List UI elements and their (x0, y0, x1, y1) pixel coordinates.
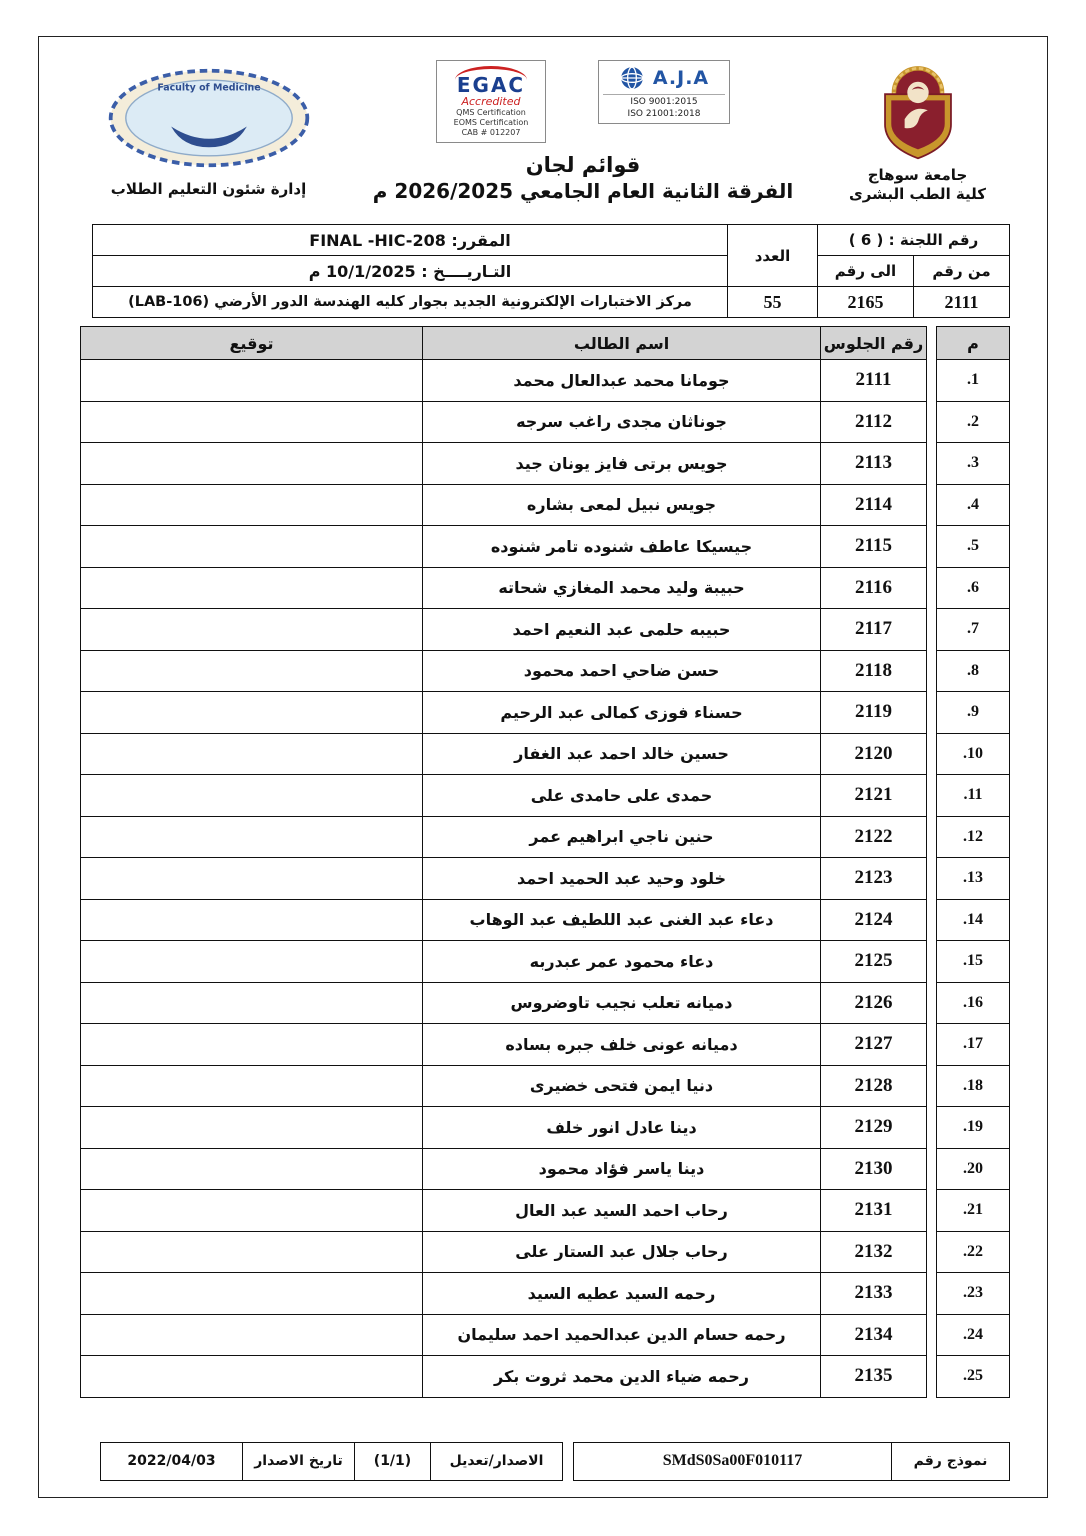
student-table-wrap (76, 326, 1010, 1398)
seat-number: 2121 (821, 775, 927, 817)
index-row (937, 1314, 1010, 1356)
university-block (825, 52, 1010, 204)
egac-logo (436, 60, 546, 143)
iso-line: ISO 9001:2015 (630, 97, 698, 107)
student-name: حمدى على حامدى على (423, 775, 821, 817)
index-row (937, 609, 1010, 651)
signature-cell (81, 816, 423, 858)
index-row (937, 360, 1010, 402)
table-row (81, 692, 927, 734)
row-index: .8 (937, 650, 1010, 692)
egac-cert-line: QMS Certification (456, 108, 526, 118)
aja-iso-lines (603, 94, 725, 120)
table-row (81, 899, 927, 941)
row-index: .24 (937, 1314, 1010, 1356)
student-name: رحمه السيد عطيه السيد (423, 1273, 821, 1315)
row-index: .23 (937, 1273, 1010, 1315)
info-row (93, 287, 1010, 318)
row-index: .17 (937, 1024, 1010, 1066)
university-logo-icon (869, 62, 967, 162)
footer-row (101, 1442, 563, 1480)
aja-logo (598, 60, 730, 124)
index-row (937, 650, 1010, 692)
seat-header: رقم الجلوس (821, 327, 927, 360)
name-header: اسم الطالب (423, 327, 821, 360)
signature-cell (81, 401, 423, 443)
signature-header: توقيع (81, 327, 423, 360)
signature-cell (81, 1065, 423, 1107)
row-index: .9 (937, 692, 1010, 734)
student-table-header-row (81, 327, 927, 360)
table-row (81, 1148, 927, 1190)
table-row (81, 650, 927, 692)
seat-number: 2131 (821, 1190, 927, 1232)
table-row (81, 401, 927, 443)
page-subtitle: الفرقة الثانية العام الجامعي 2026/2025 م (372, 179, 794, 204)
student-name: دعاء محمود عمر عبدربه (423, 941, 821, 983)
seat-number: 2113 (821, 443, 927, 485)
issue-date-value: 2022/04/03 (101, 1442, 243, 1480)
index-row (937, 526, 1010, 568)
row-index: .11 (937, 775, 1010, 817)
row-index: .7 (937, 609, 1010, 651)
seat-number: 2127 (821, 1024, 927, 1066)
table-row (81, 858, 927, 900)
table-row (81, 484, 927, 526)
signature-cell (81, 567, 423, 609)
index-col-body (937, 360, 1010, 1398)
student-name: جويس نبيل لمعى بشاره (423, 484, 821, 526)
globe-icon (619, 65, 645, 91)
signature-cell (81, 692, 423, 734)
table-row (81, 1190, 927, 1232)
version-value: (1/1) (355, 1442, 431, 1480)
table-row (81, 816, 927, 858)
signature-cell (81, 484, 423, 526)
table-row (81, 1273, 927, 1315)
egac-cert-line: CAB # 012207 (461, 128, 521, 138)
signature-cell (81, 1107, 423, 1149)
signature-cell (81, 1190, 423, 1232)
student-name: حبيبه حلمى عبد النعيم احمد (423, 609, 821, 651)
index-row (937, 484, 1010, 526)
row-index: .12 (937, 816, 1010, 858)
table-row (81, 1314, 927, 1356)
student-name: رحاب جلال عبد الستار على (423, 1231, 821, 1273)
table-row (81, 1231, 927, 1273)
table-row (81, 567, 927, 609)
table-row (81, 609, 927, 651)
aja-name: A.J.A (652, 67, 710, 89)
aja-logo-top (603, 65, 725, 91)
seat-number: 2118 (821, 650, 927, 692)
signature-cell (81, 526, 423, 568)
signature-cell (81, 609, 423, 651)
index-row (937, 775, 1010, 817)
to-value: 2165 (818, 287, 914, 318)
exam-location: مركز الاختبارات الإلكترونية الجديد بجوار كليه الهندسة الدور الأرضي (LAB-106) (93, 287, 728, 318)
index-row (937, 899, 1010, 941)
student-name: جومانا محمد عبدالعال محمد (423, 360, 821, 402)
faculty-seal-text: Faculty of Medicine (156, 82, 261, 94)
department-block (76, 52, 341, 198)
count-label: العدد (728, 225, 818, 287)
table-row (81, 982, 927, 1024)
index-row (937, 858, 1010, 900)
count-value: 55 (728, 287, 818, 318)
student-name: جيسيكا عاطف شنوده تامر شنوده (423, 526, 821, 568)
seat-number: 2133 (821, 1273, 927, 1315)
course-line: المقرر: FINAL -HIC-208 (93, 225, 728, 256)
student-name: حسناء فوزى كمالى عبد الرحيم (423, 692, 821, 734)
index-row (937, 1190, 1010, 1232)
row-index: .16 (937, 982, 1010, 1024)
committee-number: رقم اللجنة : ( 6 ) (818, 225, 1010, 256)
index-row (937, 443, 1010, 485)
seat-number: 2115 (821, 526, 927, 568)
signature-cell (81, 360, 423, 402)
signature-cell (81, 941, 423, 983)
seat-number: 2124 (821, 899, 927, 941)
student-name: دميانه تعلب نجيب تاوضروس (423, 982, 821, 1024)
index-row (937, 1148, 1010, 1190)
row-index: .18 (937, 1065, 1010, 1107)
student-name: جويس برتى فايز يونان جيد (423, 443, 821, 485)
index-row (937, 1231, 1010, 1273)
index-row (937, 1356, 1010, 1398)
table-row (81, 733, 927, 775)
signature-cell (81, 982, 423, 1024)
student-name: رحمه ضياء الدين محمد ثروت بكر (423, 1356, 821, 1398)
exam-info-table (92, 224, 1010, 318)
date-line: التـاريــــخ : 10/1/2025 م (93, 256, 728, 287)
student-name: حسن ضاحي احمد محمود (423, 650, 821, 692)
seat-number: 2126 (821, 982, 927, 1024)
student-name: رحاب احمد السيد عبد العال (423, 1190, 821, 1232)
seat-number: 2135 (821, 1356, 927, 1398)
signature-cell (81, 775, 423, 817)
seat-number: 2134 (821, 1314, 927, 1356)
row-index: .19 (937, 1107, 1010, 1149)
index-row (937, 733, 1010, 775)
row-index: .13 (937, 858, 1010, 900)
student-name: خلود وحيد عبد الحميد احمد (423, 858, 821, 900)
table-row (81, 941, 927, 983)
row-index: .22 (937, 1231, 1010, 1273)
document-footer (76, 1442, 1010, 1481)
row-index: .1 (937, 360, 1010, 402)
row-index: .15 (937, 941, 1010, 983)
document-content (46, 44, 1040, 1492)
seat-number: 2117 (821, 609, 927, 651)
student-table (80, 326, 927, 1398)
egac-accredited-label: Accredited (461, 95, 521, 108)
student-name: رحمه حسام الدين عبدالحميد احمد سليمان (423, 1314, 821, 1356)
seat-number: 2120 (821, 733, 927, 775)
header-center (341, 52, 825, 203)
seat-number: 2125 (821, 941, 927, 983)
signature-cell (81, 1148, 423, 1190)
row-index: .20 (937, 1148, 1010, 1190)
student-name: دنيا ايمن فتحى خضيرى (423, 1065, 821, 1107)
student-name: حنين ناجي ابراهيم عمر (423, 816, 821, 858)
signature-cell (81, 650, 423, 692)
student-name: جوناثان مجدى راغب سرجه (423, 401, 821, 443)
index-row (937, 816, 1010, 858)
row-index: .2 (937, 401, 1010, 443)
index-column-table (936, 326, 1010, 1398)
index-row (937, 1065, 1010, 1107)
row-index: .6 (937, 567, 1010, 609)
index-row (937, 941, 1010, 983)
index-header: م (937, 327, 1010, 360)
from-value: 2111 (914, 287, 1010, 318)
table-row (81, 443, 927, 485)
seat-number: 2123 (821, 858, 927, 900)
iso-line: ISO 21001:2018 (627, 108, 701, 119)
info-row (93, 256, 1010, 287)
row-index: .25 (937, 1356, 1010, 1398)
index-row (937, 1107, 1010, 1149)
signature-cell (81, 1314, 423, 1356)
seat-number: 2112 (821, 401, 927, 443)
university-name: جامعة سوهاج (867, 166, 968, 184)
signature-cell (81, 858, 423, 900)
student-name: دينا ياسر فؤاد محمود (423, 1148, 821, 1190)
index-row (937, 567, 1010, 609)
issue-date-label: تاريخ الاصدار (243, 1442, 355, 1480)
row-index: .14 (937, 899, 1010, 941)
signature-cell (81, 1273, 423, 1315)
signature-cell (81, 899, 423, 941)
student-name: حسين خالد احمد عبد الغفار (423, 733, 821, 775)
signature-cell (81, 443, 423, 485)
main-table-body (81, 360, 927, 1398)
seat-number: 2128 (821, 1065, 927, 1107)
table-row (81, 360, 927, 402)
department-name: إدارة شئون التعليم الطلاب (110, 180, 307, 198)
seat-number: 2114 (821, 484, 927, 526)
from-label: من رقم (914, 256, 1010, 287)
footer-row (574, 1442, 1010, 1480)
seat-number: 2122 (821, 816, 927, 858)
index-row (937, 1273, 1010, 1315)
signature-cell (81, 733, 423, 775)
seat-number: 2119 (821, 692, 927, 734)
signature-cell (81, 1024, 423, 1066)
index-row (937, 1024, 1010, 1066)
index-row (937, 692, 1010, 734)
index-row (937, 401, 1010, 443)
form-number-table (573, 1442, 1010, 1481)
form-number-label: نموذج رقم (892, 1442, 1010, 1480)
student-name: دعاء عبد الغنى عبد اللطيف عبد الوهاب (423, 899, 821, 941)
student-name: دميانه عونى خلف جبره بساده (423, 1024, 821, 1066)
seat-number: 2111 (821, 360, 927, 402)
table-row (81, 1107, 927, 1149)
index-row (937, 982, 1010, 1024)
info-row (93, 225, 1010, 256)
seat-number: 2129 (821, 1107, 927, 1149)
form-number-value: SMdS0Sa00F010117 (574, 1442, 892, 1480)
student-name: حبيبة وليد محمد المغازي شحاته (423, 567, 821, 609)
row-index: .5 (937, 526, 1010, 568)
seat-number: 2130 (821, 1148, 927, 1190)
faculty-name: كلية الطب البشرى (848, 184, 986, 203)
egac-cert-line: EOMS Certification (453, 118, 529, 128)
page-title: قوائم لجان (525, 153, 641, 178)
student-name: دينا عادل انور خلف (423, 1107, 821, 1149)
table-row (81, 1024, 927, 1066)
row-index: .4 (937, 484, 1010, 526)
table-row (81, 1356, 927, 1398)
seat-number: 2116 (821, 567, 927, 609)
table-row (81, 775, 927, 817)
version-table (100, 1442, 563, 1481)
document-header (76, 52, 1010, 220)
table-row (81, 1065, 927, 1107)
to-label: الى رقم (818, 256, 914, 287)
signature-cell (81, 1356, 423, 1398)
signature-cell (81, 1231, 423, 1273)
accreditation-logos (341, 60, 825, 143)
table-row (81, 526, 927, 568)
egac-name: EGAC (456, 73, 526, 97)
row-index: .3 (937, 443, 1010, 485)
version-label: الاصدار/تعديل (431, 1442, 563, 1480)
seat-number: 2132 (821, 1231, 927, 1273)
row-index: .10 (937, 733, 1010, 775)
faculty-seal-icon (103, 66, 315, 170)
row-index: .21 (937, 1190, 1010, 1232)
